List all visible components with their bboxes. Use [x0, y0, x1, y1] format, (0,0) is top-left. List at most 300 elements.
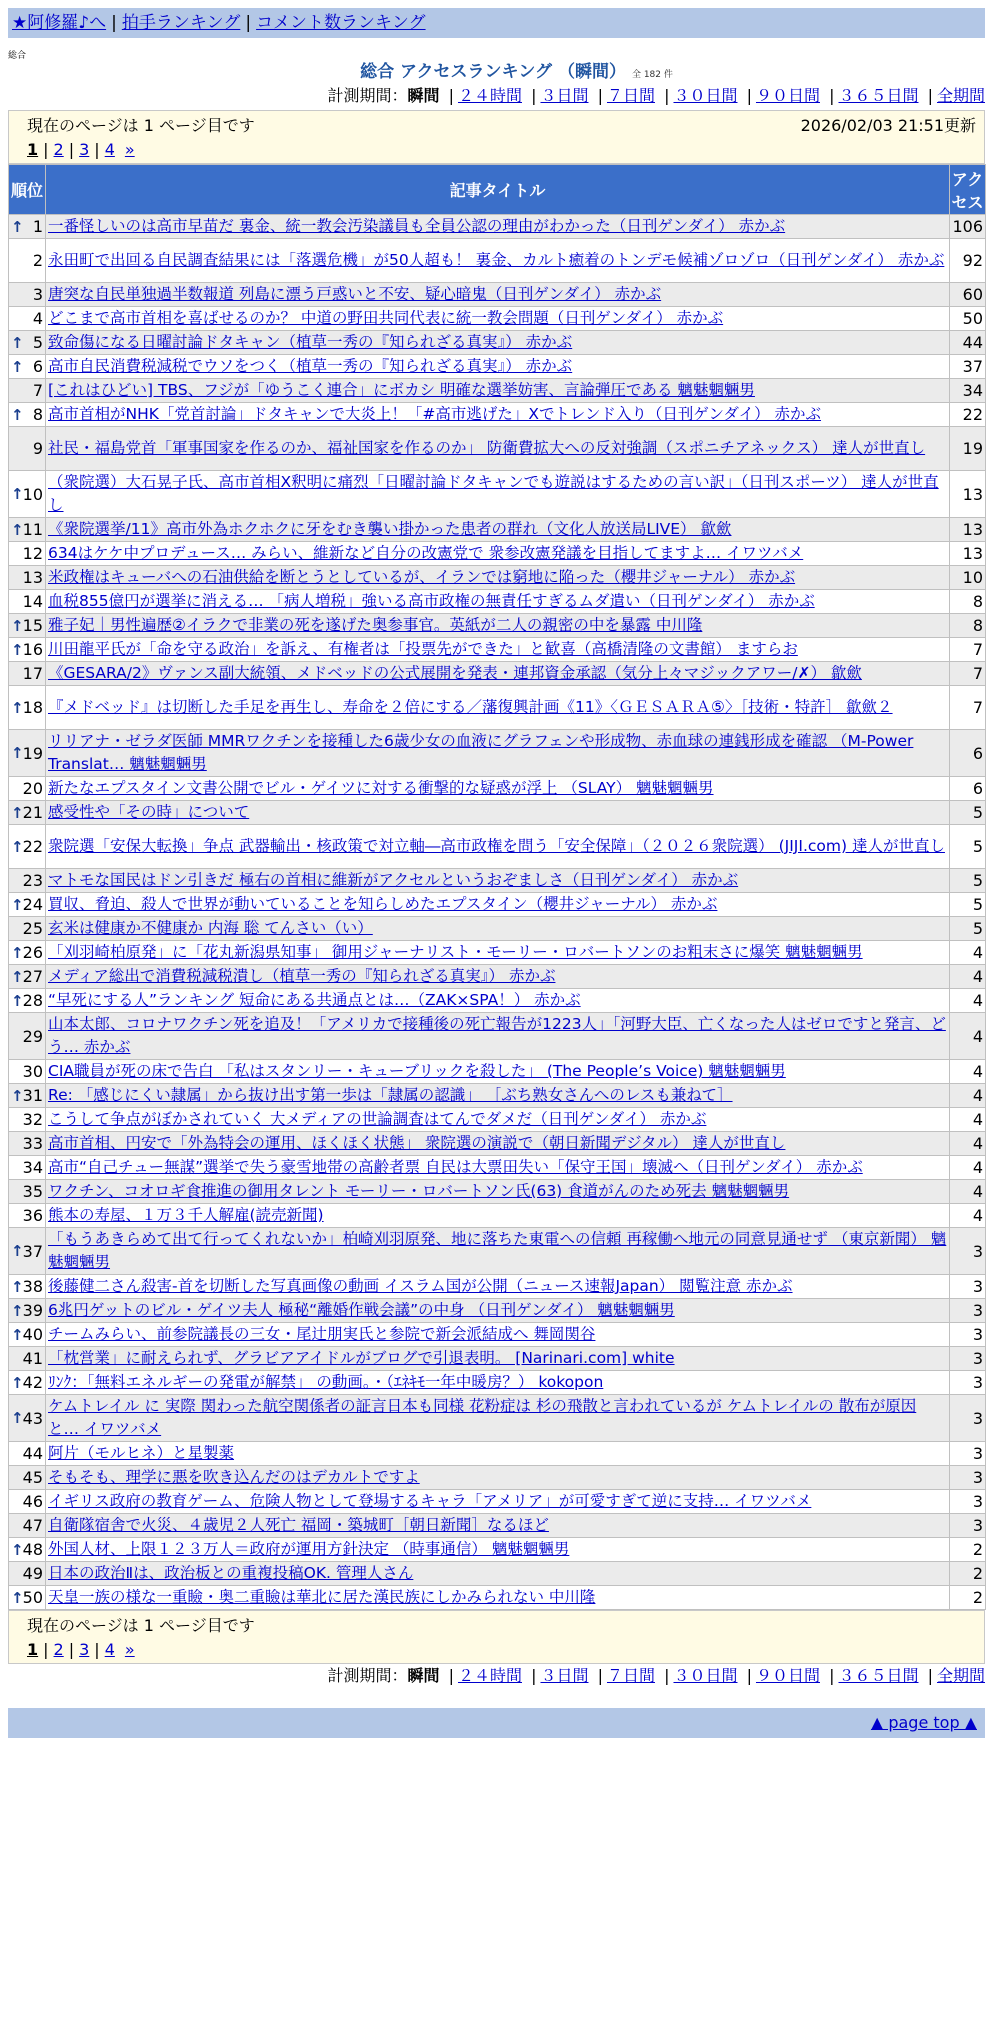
rank-number: 42 — [22, 1373, 43, 1392]
rank-cell — [9, 1180, 46, 1204]
header-access: アクセス — [950, 165, 986, 215]
article-title-link[interactable]: チームみらい、前参院議長の三女・尾辻朋実氏と参院で新会派結成へ 舞岡関谷 — [48, 1325, 596, 1343]
up-arrow-icon: ↑ — [11, 1588, 24, 1607]
rank-number: 37 — [22, 1241, 43, 1261]
article-title-link[interactable]: 『メドベッド』は切断した手足を再生し、寿命を２倍にする／藩復興計画《11》〈ＧＥＳＡＲＡ⑤〉［技術・特許］ 歙歛２ — [48, 698, 893, 716]
article-title-link[interactable]: メディア総出で消費税減税潰し（植草一秀の『知られざる真実』） 赤かぶ — [48, 967, 556, 985]
article-title-link[interactable]: 634はケケ中プロデュース… みらい、維新など自分の改憲党で 衆参改憲発議を目指してますよ… イワツバメ — [48, 544, 804, 562]
table-row — [9, 331, 986, 355]
pager-bottom: 現在のページは 1 ページ目です 1 | 2 | 3 | 4 » — [8, 1610, 985, 1664]
rank-cell — [9, 307, 46, 331]
article-title-link[interactable]: 山本太郎、コロナワクチン死を追及！「アメリカで接種後の死亡報告が1223人」「河野大臣、亡くなった人はゼロですと発言、どう… 赤かぶ — [48, 1015, 946, 1056]
article-title-link[interactable]: マトモな国民はドン引きだ 極右の首相に維新がアクセルというおぞましさ（日刊ゲンダイ） 赤かぶ — [48, 871, 739, 889]
table-row — [9, 1466, 986, 1490]
rank-cell — [9, 427, 46, 471]
period-current: 瞬間 — [407, 86, 440, 105]
rank-cell — [9, 1442, 46, 1466]
rank-number: 19 — [22, 743, 43, 763]
period-link-90d[interactable]: ９０日間 — [755, 86, 820, 105]
rank-number: 40 — [22, 1325, 43, 1344]
rank-cell — [9, 941, 46, 965]
access-count: 34 — [950, 379, 986, 403]
period-link-all[interactable]: 全期間 — [936, 86, 985, 105]
table-row — [9, 239, 986, 283]
title-cell — [46, 518, 950, 542]
access-count: 7 — [950, 686, 986, 730]
rank-cell — [9, 989, 46, 1013]
up-arrow-icon: ↑ — [11, 333, 24, 352]
rank-number: 21 — [22, 803, 43, 822]
access-count: 13 — [950, 542, 986, 566]
title-cell — [46, 1204, 950, 1228]
up-arrow-icon: ↑ — [11, 698, 24, 717]
title-cell — [46, 1275, 950, 1299]
rank-cell — [9, 331, 46, 355]
table-row — [9, 893, 986, 917]
up-arrow-icon: ↑ — [11, 943, 24, 962]
table-row — [9, 730, 986, 777]
rank-cell — [9, 215, 46, 239]
rank-number: 13 — [22, 568, 43, 587]
up-arrow-icon: ↑ — [11, 357, 24, 376]
rank-cell — [9, 379, 46, 403]
table-row — [9, 1490, 986, 1514]
access-count: 3 — [950, 1442, 986, 1466]
article-title-link[interactable]: 米政権はキューバへの石油供給を断とうとしているが、イランでは窮地に陥った（櫻井ジャーナル） 赤かぶ — [48, 568, 796, 586]
rank-cell — [9, 518, 46, 542]
title-cell — [46, 566, 950, 590]
up-arrow-icon: ↑ — [11, 967, 24, 986]
article-title-link[interactable]: 新たなエプスタイン文書公開でビル・ゲイツに対する衝撃的な疑惑が浮上 （SLAY） 魑魅魍魎男 — [48, 779, 714, 797]
article-title-link[interactable]: そもそも、理学に悪を吹き込んだのはデカルトですよ — [48, 1468, 420, 1486]
rank-cell — [9, 239, 46, 283]
rank-number: 49 — [22, 1564, 43, 1583]
period-label: 計測期間： — [327, 86, 408, 105]
title-cell — [46, 686, 950, 730]
article-title-link[interactable]: 外国人材、上限１２３万人＝政府が運用方針決定 （時事通信） 魑魅魍魎男 — [48, 1540, 570, 1558]
rank-cell — [9, 1514, 46, 1538]
rank-cell — [9, 869, 46, 893]
rank-cell — [9, 1562, 46, 1586]
rank-number: 48 — [22, 1540, 43, 1559]
up-arrow-icon: ↑ — [11, 520, 24, 539]
rank-number: 22 — [22, 837, 43, 856]
table-row — [9, 471, 986, 518]
table-row — [9, 1132, 986, 1156]
article-title-link[interactable]: 感受性や「その時」について — [48, 803, 250, 821]
access-count: 4 — [950, 1204, 986, 1228]
nav-link-comment-ranking[interactable]: コメント数ランキング — [256, 13, 426, 33]
rank-cell — [9, 1060, 46, 1084]
article-title-link[interactable]: 6兆円ゲットのビル・ゲイツ夫人 極秘“離婚作戦会議”の中身 （日刊ゲンダイ） 魑魅魍魎男 — [48, 1301, 675, 1319]
table-row — [9, 917, 986, 941]
title-cell — [46, 355, 950, 379]
rank-number: 15 — [22, 616, 43, 635]
pager-link-3[interactable]: 3 — [79, 1640, 90, 1659]
rank-cell — [9, 1347, 46, 1371]
up-arrow-icon: ↑ — [11, 405, 24, 424]
up-arrow-icon: ↑ — [11, 1409, 24, 1427]
up-arrow-icon: ↑ — [11, 1277, 24, 1296]
title-cell — [46, 801, 950, 825]
rank-number: 24 — [22, 895, 43, 914]
access-count: 4 — [950, 1108, 986, 1132]
title-cell — [46, 1156, 950, 1180]
title-cell — [46, 941, 950, 965]
article-title-link[interactable]: ﾘﾝｸ：「無料エネルギーの発電が解禁」 の動画。・（ｴﾈｷﾓ一年中暖房？） kokopon — [48, 1373, 604, 1391]
table-row — [9, 1395, 986, 1442]
access-count: 7 — [950, 662, 986, 686]
rank-cell — [9, 1204, 46, 1228]
article-title-link[interactable]: こうして争点がぼかされていく 大メディアの世論調査はてんでダメだ（日刊ゲンダイ） 赤かぶ — [48, 1110, 707, 1128]
article-title-link[interactable]: 致命傷になる日曜討論ドタキャン（植草一秀の『知られざる真実』） 赤かぶ — [48, 333, 573, 351]
period-link-3d[interactable]: ３日間 — [540, 86, 589, 105]
table-row — [9, 379, 986, 403]
nav-separator: | — [111, 13, 117, 33]
article-title-link[interactable]: 天皇一族の様な一重瞼・奥二重瞼は華北に居た漢民族にしかみられない 中川隆 — [48, 1588, 596, 1606]
article-title-link[interactable]: 玄米は健康か不健康か 内海 聡 てんさい（い） — [48, 919, 373, 937]
title-cell — [46, 427, 950, 471]
article-title-link[interactable]: ケムトレイル に 実際 関わった航空関係者の証言日本も同様 花粉症は 杉の飛散と言われているが ケムトレイルの 散布が原因と… イワツバメ — [48, 1397, 917, 1438]
pager-link-2[interactable]: 2 — [53, 1640, 64, 1659]
access-count: 5 — [950, 825, 986, 869]
rank-number: 20 — [22, 779, 43, 798]
article-title-link[interactable]: 永田町で出回る自民調査結果には「落選危機」が50人超も！ 裏金、カルト癒着のトンデモ候補ゾロゾロ（日刊ゲンダイ） 赤かぶ — [48, 251, 945, 269]
up-arrow-icon: ↑ — [11, 1325, 24, 1344]
table-row — [9, 1108, 986, 1132]
title-cell — [46, 1395, 950, 1442]
access-count: 37 — [950, 355, 986, 379]
up-arrow-icon: ↑ — [11, 744, 24, 762]
period-link-30d[interactable]: ３０日間 — [673, 86, 738, 105]
table-row — [9, 1180, 986, 1204]
period-link-30d[interactable]: ３０日間 — [673, 1666, 738, 1685]
title-cell — [46, 638, 950, 662]
rank-number: 16 — [22, 640, 43, 659]
article-title-link[interactable]: CIA職員が死の床で告白 「私はスタンリー・キューブリックを殺した」 (The People’s Voice) 魑魅魍魎男 — [48, 1062, 786, 1080]
rank-number: 31 — [22, 1086, 43, 1105]
article-title-link[interactable]: “早死にする人”ランキング 短命にある共通点とは…（ZAK×SPA！） 赤かぶ — [48, 991, 581, 1009]
period-link-7d[interactable]: ７日間 — [606, 86, 655, 105]
title-cell — [46, 403, 950, 427]
rank-cell — [9, 614, 46, 638]
access-count: 5 — [950, 893, 986, 917]
rank-number: 36 — [22, 1206, 43, 1225]
table-row — [9, 566, 986, 590]
table-row — [9, 869, 986, 893]
article-title-link[interactable]: どこまで高市首相を喜ばせるのか？ 中道の野田共同代表に統一教会問題（日刊ゲンダイ） 赤かぶ — [48, 309, 724, 327]
article-title-link[interactable]: Re: 「感じにくい隷属」から抜け出す第一歩は「隷属の認識」 ［ぶち熟女さんへのレスも兼ねて］ — [48, 1086, 733, 1104]
table-row — [9, 1060, 986, 1084]
title-cell — [46, 1586, 950, 1610]
table-header-row — [9, 165, 986, 215]
table-row — [9, 825, 986, 869]
rank-number: 43 — [22, 1408, 43, 1428]
article-title-link[interactable]: 衆院選「安保大転換」争点 武器輸出・核政策で対立軸―高市政権を問う「安全保障」（２０２６衆院選） (JIJI.com) 達人が世直し — [48, 837, 945, 855]
pager-next-link[interactable]: » — [124, 140, 135, 159]
up-arrow-icon: ↑ — [11, 1373, 24, 1392]
article-title-link[interactable]: 一番怪しいのは高市早苗だ 裏金、統一教会汚染議員も全員公認の理由がわかった（日刊ゲンダイ） 赤かぶ — [48, 217, 786, 235]
table-row — [9, 590, 986, 614]
rank-cell — [9, 1108, 46, 1132]
title-cell — [46, 1228, 950, 1275]
pager-status: 現在のページは 1 ページ目です — [27, 116, 255, 135]
article-title-link[interactable]: 社民・福島党首「軍事国家を作るのか、福祉国家を作るのか」 防衛費拡大への反対強調（スポニチアネックス） 達人が世直し — [48, 439, 926, 457]
period-current: 瞬間 — [407, 1666, 440, 1685]
title-cell — [46, 1084, 950, 1108]
access-count: 4 — [950, 965, 986, 989]
rank-number: 32 — [22, 1110, 43, 1129]
access-count: 3 — [950, 1323, 986, 1347]
access-count: 4 — [950, 1013, 986, 1060]
article-title-link[interactable]: ワクチン、コオロギ食推進の御用タレント モーリー・ロバートソン氏(63) 食道がんのため死去 魑魅魍魎男 — [48, 1182, 790, 1200]
rank-cell — [9, 283, 46, 307]
up-arrow-icon: ↑ — [11, 895, 24, 914]
title-cell — [46, 542, 950, 566]
access-count: 3 — [950, 1228, 986, 1275]
article-title-link[interactable]: イギリス政府の教育ゲーム、危険人物として登場するキャラ「アメリア」が可愛すぎて逆に支持… イワツバメ — [48, 1492, 812, 1510]
article-title-link[interactable]: 自衛隊宿舎で火災、４歳児２人死亡 福岡・築城町［朝日新聞］なるほど — [48, 1516, 549, 1534]
title-cell — [46, 1466, 950, 1490]
up-arrow-icon: ↑ — [11, 991, 24, 1010]
title-cell — [46, 614, 950, 638]
article-title-link[interactable]: 「刈羽崎柏原発」に「花丸新潟県知事」 御用ジャーナリスト・モーリー・ロバートソンのお粗末さに爆笑 魑魅魍魎男 — [48, 943, 863, 961]
nav-link-home[interactable]: ★阿修羅♪へ — [12, 13, 107, 33]
rank-cell — [9, 1466, 46, 1490]
title-cell — [46, 590, 950, 614]
up-arrow-icon: ↑ — [11, 616, 24, 635]
rank-number: 38 — [22, 1277, 43, 1296]
rank-number: 7 — [32, 381, 43, 400]
access-count: 4 — [950, 1180, 986, 1204]
page-title-line — [40, 60, 993, 84]
access-count: 19 — [950, 427, 986, 471]
period-link-24h[interactable]: ２４時間 — [457, 86, 522, 105]
rank-cell — [9, 777, 46, 801]
rank-cell — [9, 566, 46, 590]
table-row — [9, 1228, 986, 1275]
rank-cell — [9, 471, 46, 518]
title-cell — [46, 471, 950, 518]
access-count: 2 — [950, 1586, 986, 1610]
access-count: 2 — [950, 1562, 986, 1586]
access-count: 6 — [950, 730, 986, 777]
rank-number: 1 — [32, 217, 43, 236]
period-link-all[interactable]: 全期間 — [936, 1666, 985, 1685]
period-link-90d[interactable]: ９０日間 — [755, 1666, 820, 1685]
title-cell — [46, 283, 950, 307]
article-title-link[interactable]: 日本の政治Ⅱは、政治板との重複投稿OK. 管理人さん — [48, 1564, 414, 1582]
title-cell — [46, 893, 950, 917]
title-cell — [46, 1442, 950, 1466]
title-cell — [46, 869, 950, 893]
article-title-link[interactable]: 高市首相がNHK「党首討論」ドタキャンで大炎上！「#高市逃げた」Xでトレンド入り（日刊ゲンダイ） 赤かぶ — [48, 405, 822, 423]
rank-cell — [9, 1323, 46, 1347]
pager-next-link[interactable]: » — [124, 1640, 135, 1659]
title-cell — [46, 215, 950, 239]
access-count: 50 — [950, 307, 986, 331]
access-count: 5 — [950, 801, 986, 825]
table-row — [9, 965, 986, 989]
period-label: 計測期間： — [327, 1666, 408, 1685]
article-title-link[interactable]: リリアナ・ゼラダ医師 MMRワクチンを接種した6歳少女の血液にグラフェンや形成物、赤血球の連銭形成を確認 （M-Power Translat… 魑魅魍魎男 — [48, 732, 914, 773]
title-cell — [46, 825, 950, 869]
rank-number: 35 — [22, 1182, 43, 1201]
rank-number: 44 — [22, 1444, 43, 1463]
nav-link-applause-ranking[interactable]: 拍手ランキング — [121, 13, 241, 33]
rank-cell — [9, 730, 46, 777]
table-row — [9, 1275, 986, 1299]
header-title: 記事タイトル — [46, 165, 950, 215]
up-arrow-icon: ↑ — [11, 485, 24, 503]
access-count: 4 — [950, 1084, 986, 1108]
access-count: 3 — [950, 1395, 986, 1442]
article-title-link[interactable]: 唐突な自民単独過半数報道 列島に漂う戸惑いと不安、疑心暗鬼（日刊ゲンダイ） 赤かぶ — [48, 285, 662, 303]
pager-link-3[interactable]: 3 — [79, 140, 90, 159]
updated-timestamp: 2026/02/03 21:51更新 — [800, 116, 976, 135]
pager-link-4[interactable]: 4 — [104, 140, 115, 159]
footer-bar — [8, 1708, 985, 1738]
period-link-3d[interactable]: ３日間 — [540, 1666, 589, 1685]
article-title-link[interactable]: 買収、脅迫、殺人で世界が動いていることを知らしめたエプスタイン（櫻井ジャーナル） 赤かぶ — [48, 895, 718, 913]
pager-current-page: 1 — [27, 140, 39, 159]
table-row — [9, 686, 986, 730]
access-count: 22 — [950, 403, 986, 427]
table-row — [9, 1514, 986, 1538]
total-count: 全 182 件 — [631, 70, 673, 80]
title-cell — [46, 1132, 950, 1156]
up-arrow-icon: ↑ — [11, 803, 24, 822]
rank-cell — [9, 542, 46, 566]
up-arrow-icon: ↑ — [11, 1086, 24, 1105]
up-arrow-icon: ↑ — [11, 640, 24, 659]
table-row — [9, 1586, 986, 1610]
pager-link-4[interactable]: 4 — [104, 1640, 115, 1659]
article-title-link[interactable]: 《衆院選挙/11》高市外為ホクホクに牙をむき襲い掛かった患者の群れ（文化人放送局LIVE） 歙歛 — [48, 520, 732, 538]
rank-number: 30 — [22, 1062, 43, 1081]
rank-cell — [9, 1156, 46, 1180]
article-title-link[interactable]: 高市“自己チュー無謀”選挙で失う豪雪地帯の高齢者票 自民は大票田失い「保守王国」壊滅へ（日刊ゲンダイ） 赤かぶ — [48, 1158, 863, 1176]
rank-number: 33 — [22, 1134, 43, 1153]
ranking-table — [8, 164, 986, 1610]
rank-number: 14 — [22, 592, 43, 611]
rank-cell — [9, 590, 46, 614]
table-row — [9, 1323, 986, 1347]
page-top-link[interactable]: ▲ page top ▲ — [870, 1713, 977, 1732]
article-title-link[interactable]: 川田龍平氏が「命を守る政治」を訴え、有権者は「投票先ができた」と歓喜（高橋清隆の文書館） ますらお — [48, 640, 798, 658]
rank-number: 41 — [22, 1349, 43, 1368]
table-row — [9, 1371, 986, 1395]
rank-number: 9 — [32, 439, 43, 458]
period-link-365d[interactable]: ３６５日間 — [838, 1666, 919, 1685]
article-title-link[interactable]: 高市首相、円安で「外為特会の運用、ほくほく状態」 衆院選の演説で（朝日新聞デジタル） 達人が世直し — [48, 1134, 786, 1152]
access-count: 13 — [950, 518, 986, 542]
period-link-365d[interactable]: ３６５日間 — [838, 86, 919, 105]
article-title-link[interactable]: 後藤健二さん殺害-首を切断した写真画像の動画 イスラム国が公開（ニュース速報Japan） 閲覧注意 赤かぶ — [48, 1277, 793, 1295]
rank-cell — [9, 1538, 46, 1562]
article-title-link[interactable]: [これはひどい] TBS、フジが「ゆうこく連合」にボカシ 明確な選挙妨害、言論弾圧である 魑魅魍魎男 — [48, 381, 755, 399]
up-arrow-icon: ↑ — [11, 837, 24, 856]
up-arrow-icon: ↑ — [11, 1242, 24, 1260]
title-cell — [46, 662, 950, 686]
period-link-7d[interactable]: ７日間 — [606, 1666, 655, 1685]
title-cell — [46, 965, 950, 989]
rank-number: 2 — [32, 251, 43, 270]
rank-number: 5 — [32, 333, 43, 352]
page-title: 総合 アクセスランキング （瞬間） — [360, 62, 626, 82]
rank-cell — [9, 1299, 46, 1323]
rank-number: 28 — [22, 991, 43, 1010]
rank-cell — [9, 1013, 46, 1060]
board-label: 総合 — [8, 51, 27, 61]
article-title-link[interactable]: 阿片（モルヒネ）と星製薬 — [48, 1444, 235, 1462]
rank-number: 39 — [22, 1301, 43, 1320]
rank-cell — [9, 638, 46, 662]
title-cell — [46, 1180, 950, 1204]
rank-number: 45 — [22, 1468, 43, 1487]
period-link-24h[interactable]: ２４時間 — [457, 1666, 522, 1685]
title-cell — [46, 1013, 950, 1060]
table-row — [9, 1442, 986, 1466]
rank-cell — [9, 403, 46, 427]
access-count: 3 — [950, 1371, 986, 1395]
pager-link-2[interactable]: 2 — [53, 140, 64, 159]
rank-number: 26 — [22, 943, 43, 962]
table-row — [9, 1156, 986, 1180]
up-arrow-icon: ↑ — [11, 1540, 24, 1559]
rank-number: 4 — [32, 309, 43, 328]
rank-cell — [9, 917, 46, 941]
rank-cell — [9, 893, 46, 917]
title-cell — [46, 331, 950, 355]
table-row — [9, 1013, 986, 1060]
table-row — [9, 355, 986, 379]
rank-number: 11 — [22, 520, 43, 539]
table-row — [9, 427, 986, 471]
period-selector-bottom: 計測期間：瞬間 | ２４時間 | ３日間 | ７日間 | ３０日間 | ９０日間 | ３６５日間 | 全期間 — [327, 1666, 985, 1685]
article-title-link[interactable]: 熊本の寿屋、１万３千人解雇(読売新聞) — [48, 1206, 324, 1224]
up-arrow-icon: ↑ — [11, 217, 24, 236]
access-count: 2 — [950, 1538, 986, 1562]
article-title-link[interactable]: 雅子妃｜男性遍歴②イラクで非業の死を遂げた奥参事官。英紙が二人の親密の中を暴露 中川隆 — [48, 616, 703, 634]
table-row — [9, 1204, 986, 1228]
rank-number: 3 — [32, 285, 43, 304]
title-cell — [46, 1562, 950, 1586]
rank-number: 10 — [22, 484, 43, 504]
article-title-link[interactable]: 血税855億円が選挙に消える… 「病人増税」強いる高市政権の無責任すぎるムダ遣い（日刊ゲンダイ） 赤かぶ — [48, 592, 815, 610]
title-cell — [46, 379, 950, 403]
rank-number: 34 — [22, 1158, 43, 1177]
title-cell — [46, 239, 950, 283]
rank-number: 6 — [32, 357, 43, 376]
article-title-link[interactable]: 《GESARA/2》ヴァンス副大統領、メドベッドの公式展開を発表・連邦資金承認（気分上々マジックアワー/✗） 歙歛 — [48, 664, 862, 682]
table-row — [9, 801, 986, 825]
rank-number: 12 — [22, 544, 43, 563]
rank-cell — [9, 965, 46, 989]
rank-cell — [9, 1586, 46, 1610]
access-count: 106 — [950, 215, 986, 239]
article-title-link[interactable]: 「もうあきらめて出て行ってくれないか」柏崎刈羽原発、地に落ちた東電への信頼 再稼働へ地元の同意見通せず （東京新聞） 魑魅魍魎男 — [48, 1230, 947, 1271]
access-count: 8 — [950, 590, 986, 614]
access-count: 13 — [950, 471, 986, 518]
access-count: 44 — [950, 331, 986, 355]
article-title-link[interactable]: 「枕営業」に耐えられず、グラビアアイドルがブログで引退表明。 [Narinari.com] white — [48, 1349, 675, 1367]
table-row — [9, 1538, 986, 1562]
article-title-link[interactable]: （衆院選）大石晃子氏、高市首相X釈明に痛烈「日曜討論ドタキャンでも遊説はするための言い訳」（日刊スポーツ） 達人が世直し — [48, 473, 939, 514]
article-title-link[interactable]: 高市自民消費税減税でウソをつく（植草一秀の『知られざる真実』） 赤かぶ — [48, 357, 573, 375]
access-count: 5 — [950, 917, 986, 941]
title-cell — [46, 777, 950, 801]
